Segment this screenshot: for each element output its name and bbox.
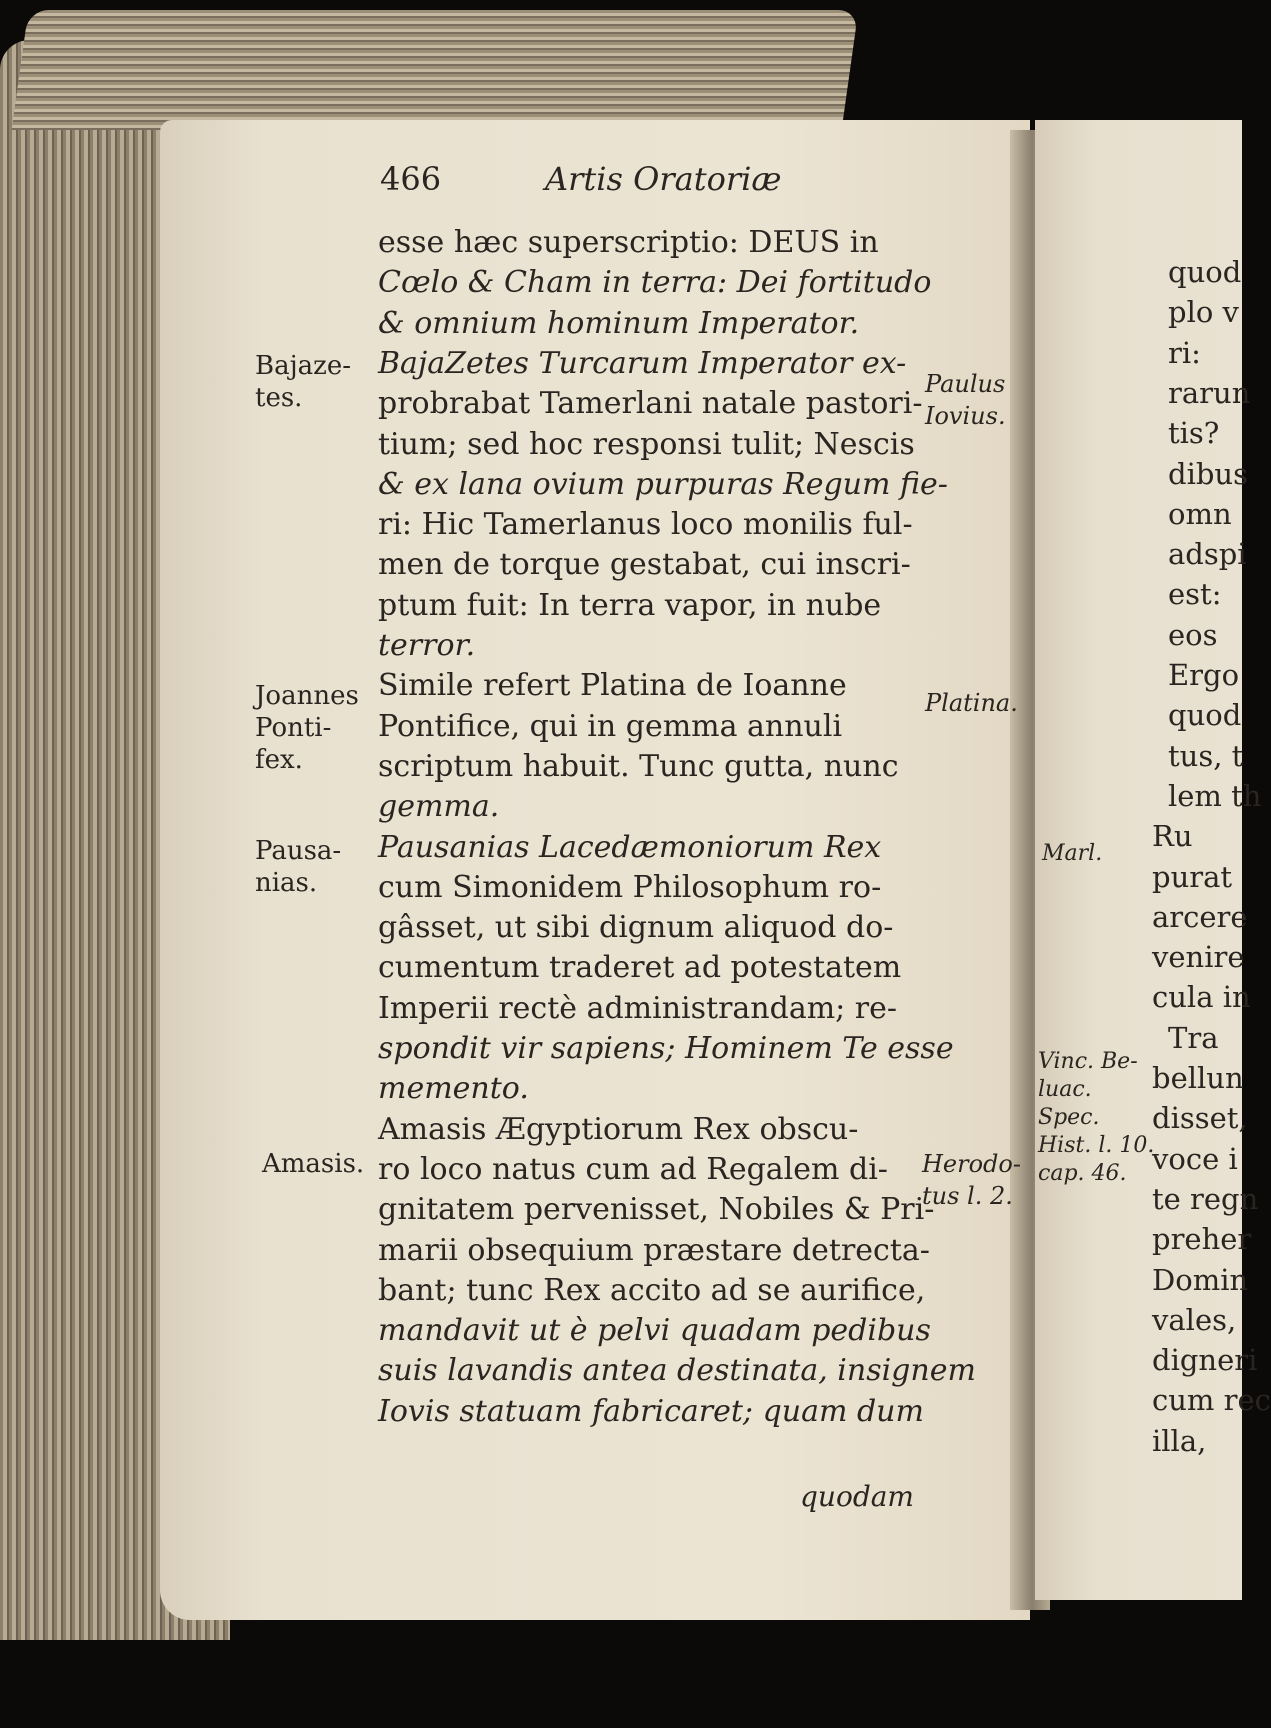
facing-text-line: cum rec: [1152, 1383, 1271, 1418]
text-line: gemma.: [378, 789, 500, 825]
text-line: & omnium hominum Imperator.: [378, 305, 860, 341]
facing-text-line: venire: [1152, 940, 1245, 975]
facing-text-line: te regn: [1152, 1181, 1259, 1216]
text-line: ri: Hic Tamerlanus loco monilis ful-: [378, 507, 913, 543]
margin-note-pausanias: Pausa- nias.: [255, 836, 342, 898]
page-number: 466: [380, 160, 442, 198]
facing-text-line: est:: [1168, 577, 1222, 612]
margin-note-platina: Platina.: [925, 689, 1018, 717]
text-line: Cœlo & Cham in terra: Dei fortitudo: [378, 265, 932, 301]
text-line: tium; sed hoc responsi tulit; Nescis: [378, 426, 915, 462]
facing-text-line: plo v: [1168, 295, 1239, 330]
text-line: bant; tunc Rex accito ad se aurifice,: [378, 1272, 926, 1308]
facing-text-line: Ru: [1152, 819, 1193, 854]
text-line: Amasis Ægyptiorum Rex obscu-: [378, 1111, 859, 1147]
facing-text-line: vales,: [1152, 1302, 1237, 1337]
facing-note-vinc: Vinc. Be- luac. Spec. Hist. l. 10. cap. 46.: [1038, 1049, 1155, 1186]
facing-text-line: bellun: [1152, 1061, 1244, 1095]
facing-text-line: ri:: [1168, 335, 1201, 370]
text-line: men de torque gestabat, cui inscri-: [378, 547, 911, 583]
text-line: memento.: [378, 1071, 529, 1107]
text-line: suis lavandis antea destinata, insignem: [378, 1353, 976, 1389]
margin-note-herodotus: Herodo- tus l. 2.: [922, 1150, 1021, 1210]
facing-text-line: purat: [1152, 859, 1233, 894]
facing-text-line: quod: [1168, 255, 1242, 289]
text-line: & ex lana ovium purpuras Regum fie-: [378, 466, 948, 502]
facing-text-line: Tra: [1168, 1020, 1219, 1055]
text-line: Iovis statuam fabricaret; quam dum: [378, 1393, 924, 1429]
text-line: terror.: [378, 628, 476, 663]
facing-text-line: preher: [1152, 1222, 1252, 1257]
text-line: scriptum habuit. Tunc gutta, nunc: [378, 748, 899, 784]
text-line: mandavit ut è pelvi quadam pedibus: [378, 1313, 931, 1349]
facing-text-line: disset,: [1152, 1101, 1248, 1136]
facing-text-line: cula in: [1152, 980, 1251, 1015]
margin-note-joannes: Joannes Ponti- fex.: [255, 681, 359, 775]
text-line: Imperii rectè administrandam; re-: [378, 990, 898, 1026]
text-line: BajaZetes Turcarum Imperator ex-: [378, 345, 907, 381]
text-line: Pontifice, qui in gemma annuli: [378, 708, 843, 744]
facing-text-line: tus, t: [1168, 738, 1244, 773]
text-line: spondit vir sapiens; Hominem Te esse: [378, 1031, 954, 1066]
margin-note-bajazetes: Bajaze- tes.: [255, 351, 352, 413]
facing-text-line: omn: [1168, 496, 1232, 531]
facing-text-line: quod: [1168, 698, 1242, 733]
text-line: gâsset, ut sibi dignum aliquod do-: [378, 910, 894, 946]
facing-text-line: digneri: [1152, 1343, 1258, 1378]
facing-text-line: Ergo: [1168, 658, 1240, 692]
facing-note-marl: Marl.: [1042, 841, 1103, 866]
text-line: cum Simonidem Philosophum ro-: [378, 869, 882, 905]
facing-text-line: eos: [1168, 617, 1218, 652]
facing-text-line: lem th: [1168, 778, 1262, 813]
text-line: probrabat Tamerlani natale pastori-: [378, 386, 923, 422]
text-line: ro loco natus cum ad Regalem di-: [378, 1151, 888, 1187]
margin-note-amasis: Amasis.: [262, 1149, 365, 1179]
facing-text-line: rarun: [1168, 375, 1251, 410]
facing-text-line: Domin: [1152, 1262, 1249, 1297]
text-line: Pausanias Lacedæmoniorum Rex: [378, 829, 882, 865]
facing-text-line: illa,: [1152, 1423, 1207, 1458]
facing-text-line: tis?: [1168, 416, 1220, 451]
text-line: Simile refert Platina de Ioanne: [378, 668, 847, 704]
text-line: cumentum traderet ad potestatem: [378, 950, 902, 986]
margin-note-paulus-iovius: Paulus Iovius.: [925, 370, 1006, 430]
page-block-top-edges: [12, 10, 859, 130]
text-line: ptum fuit: In terra vapor, in nube: [378, 587, 882, 623]
facing-text-line: arcere: [1152, 899, 1248, 934]
catchword: quodam: [800, 1480, 914, 1513]
text-line: esse hæc superscriptio: DEUS in: [378, 225, 879, 260]
text-line: gnitatem pervenisset, Nobiles & Pri-: [378, 1192, 935, 1228]
facing-text-line: adspi: [1168, 537, 1247, 572]
running-title: Artis Oratoriæ: [545, 160, 782, 198]
facing-text-line: dibus: [1168, 456, 1248, 491]
text-line: marii obsequium præstare detrecta-: [378, 1232, 930, 1268]
facing-text-line: voce i: [1152, 1141, 1238, 1176]
